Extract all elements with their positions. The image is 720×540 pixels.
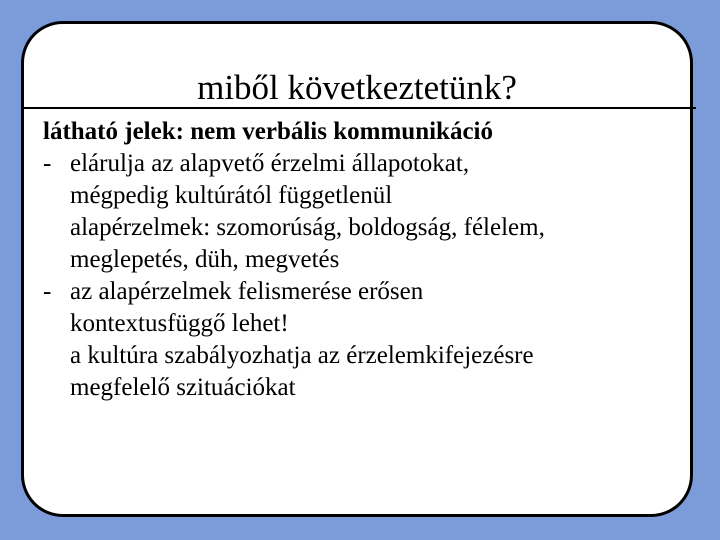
bullet-2-line-3: a kultúra szabályozhatja az érzelemkifejezésre [70,342,534,369]
bullet-2-line-1: az alapérzelmek felismerése erősen [70,278,424,305]
bullet-item-2 [43,276,693,404]
bullet-dash: - [43,150,52,177]
bullet-2-line-2: kontextusfüggő lehet! [70,310,289,337]
bullet-dash: - [43,278,52,305]
title-divider [24,107,696,109]
content-heading: látható jelek: nem verbális kommunikáció [43,118,493,145]
slide-content [43,116,693,404]
slide-title: miből következtetünk? [197,68,517,107]
bullet-1-line-1: elárulja az alapvető érzelmi állapotokat, [70,150,470,177]
bullet-1-line-4: meglepetés, düh, megvetés [70,246,340,273]
bullet-2-line-4: megfelelő szituációkat [70,374,296,401]
bullet-item-1 [43,148,693,276]
bullet-1-line-3: alapérzelmek: szomorúság, boldogság, félelem, [70,214,545,241]
bullet-1-line-2: mégpedig kultúrától függetlenül [70,182,393,209]
